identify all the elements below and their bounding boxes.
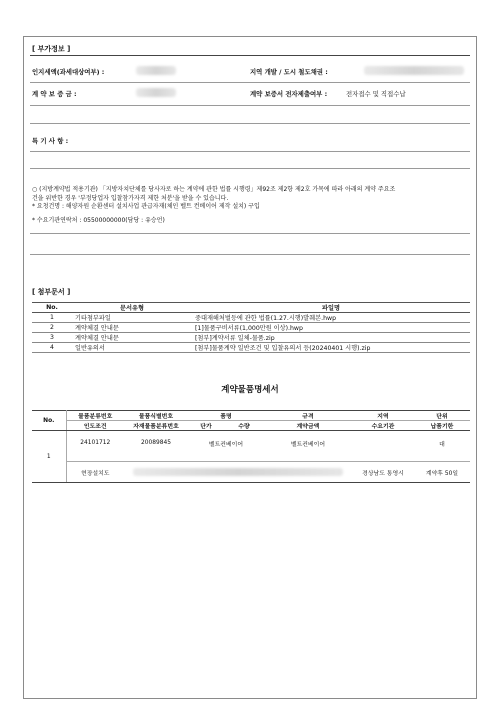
cell-class-no: 24101712	[80, 440, 111, 447]
attachments-table	[32, 302, 470, 353]
divider	[30, 55, 470, 56]
divider	[30, 254, 470, 255]
col-doc-type: 문서유형	[72, 303, 192, 313]
tax-label: 인지세액(과세대상여부) :	[32, 68, 105, 76]
col-amount: 계약금액	[264, 421, 352, 431]
document-page	[23, 36, 477, 699]
cell-doc-type: 기타첨부파일	[72, 313, 192, 323]
goods-table	[32, 410, 470, 483]
guarantee-submit-value: 전자접수 및 직접수납	[346, 90, 406, 98]
cell-id-no: 20089845	[141, 440, 171, 447]
divider	[30, 168, 470, 169]
note-line: ○ (지방계약법 적용기관) 「지방자치단체를 당사자로 하는 계약에 관한 법률 시행령」제92조 제2항 제2호 가목에 따라 아래의 계약 주요조	[32, 186, 396, 193]
col-class-no: 물품분류번호	[66, 411, 124, 421]
file-link[interactable]: [1]물품구비서류(1,000만원 이상).hwp	[192, 323, 470, 333]
cell-doc-type: 일반유의서	[72, 343, 192, 353]
redacted-value	[364, 66, 464, 75]
col-material-class: 자재물품분류번호	[124, 421, 188, 431]
special-notes-label: 특 기 사 항 :	[32, 137, 69, 145]
col-deadline: 납품기한	[414, 421, 470, 431]
col-price: 단가	[188, 421, 224, 431]
col-no: No.	[32, 411, 66, 431]
table-row	[32, 323, 470, 333]
guarantee-label: 계 약 보 증 금 :	[32, 90, 77, 98]
table-row	[32, 462, 470, 483]
redacted-value	[136, 88, 176, 97]
col-no: No.	[32, 303, 72, 313]
cell-doc-type: 계약체결 안내문	[72, 333, 192, 343]
col-agency: 수요기관	[352, 421, 414, 431]
file-link[interactable]: [첨부]계약서류 일체-물품.zip	[192, 333, 470, 343]
table-row	[32, 333, 470, 343]
table-row	[32, 431, 470, 456]
divider	[30, 123, 470, 124]
goods-spec-title: 계약물품명세서	[221, 385, 279, 395]
cell-doc-type: 계약체결 안내문	[72, 323, 192, 333]
col-unit: 단위	[414, 411, 470, 421]
cell-spec: 벨트컨베이어	[290, 441, 326, 448]
redacted-value	[133, 468, 343, 476]
file-link[interactable]: 중대재해처벌등에 관한 법률(1.27.시행)발췌본.hwp	[192, 313, 470, 323]
bond-label: 지역 개발 / 도시 철도채권 :	[250, 68, 328, 76]
cell-no: 3	[32, 333, 72, 343]
cell-agency: 경상남도 통영시	[352, 462, 414, 483]
guarantee-submit-label: 계약 보증서 전자제출여부 :	[250, 90, 328, 98]
col-qty: 수량	[224, 421, 264, 431]
cell-redacted	[124, 462, 352, 483]
note-line: 건을 위반한 경우 '부정당업자 입찰참가자격 제한 처분'을 받을 수 있습니다.	[32, 195, 229, 202]
section-title-attachments: [ 첨부문서 ]	[32, 288, 71, 296]
redacted-value	[136, 66, 176, 75]
col-name: 품명	[188, 411, 264, 421]
divider	[30, 105, 470, 106]
cell-no: 1	[32, 431, 66, 483]
table-row	[32, 343, 470, 353]
cell-delivery: 현장설치도	[66, 462, 124, 483]
cell-no: 2	[32, 323, 72, 333]
divider	[30, 82, 470, 83]
cell-no: 4	[32, 343, 72, 353]
cell-deadline: 계약후 50일	[414, 462, 470, 483]
col-file-name: 파일명	[192, 303, 470, 313]
file-link[interactable]: [첨부]물품계약 일반조건 및 입찰유의서 등(20240401 시행).zip	[192, 343, 470, 353]
cell-no: 1	[32, 313, 72, 323]
note-line: * 요청건명 : 해양자원 순환센터 설치사업 관급자재(체인 벨트 컨베이어 제작 설치) 구입	[32, 203, 260, 210]
divider	[30, 233, 470, 234]
cell-unit: 대	[439, 441, 445, 448]
divider	[30, 151, 470, 152]
note-line: * 수요기관연락처 : 05500000000(담당 : 유승언)	[32, 217, 165, 224]
table-row	[32, 313, 470, 323]
cell-region	[352, 431, 414, 456]
col-id-no: 물품식별번호	[124, 411, 188, 421]
col-region: 지역	[352, 411, 414, 421]
section-title-additional-info: [ 부가정보 ]	[32, 45, 71, 53]
col-spec: 규격	[264, 411, 352, 421]
col-delivery: 인도조건	[66, 421, 124, 431]
cell-name: 벨트컨베이어	[208, 441, 244, 448]
